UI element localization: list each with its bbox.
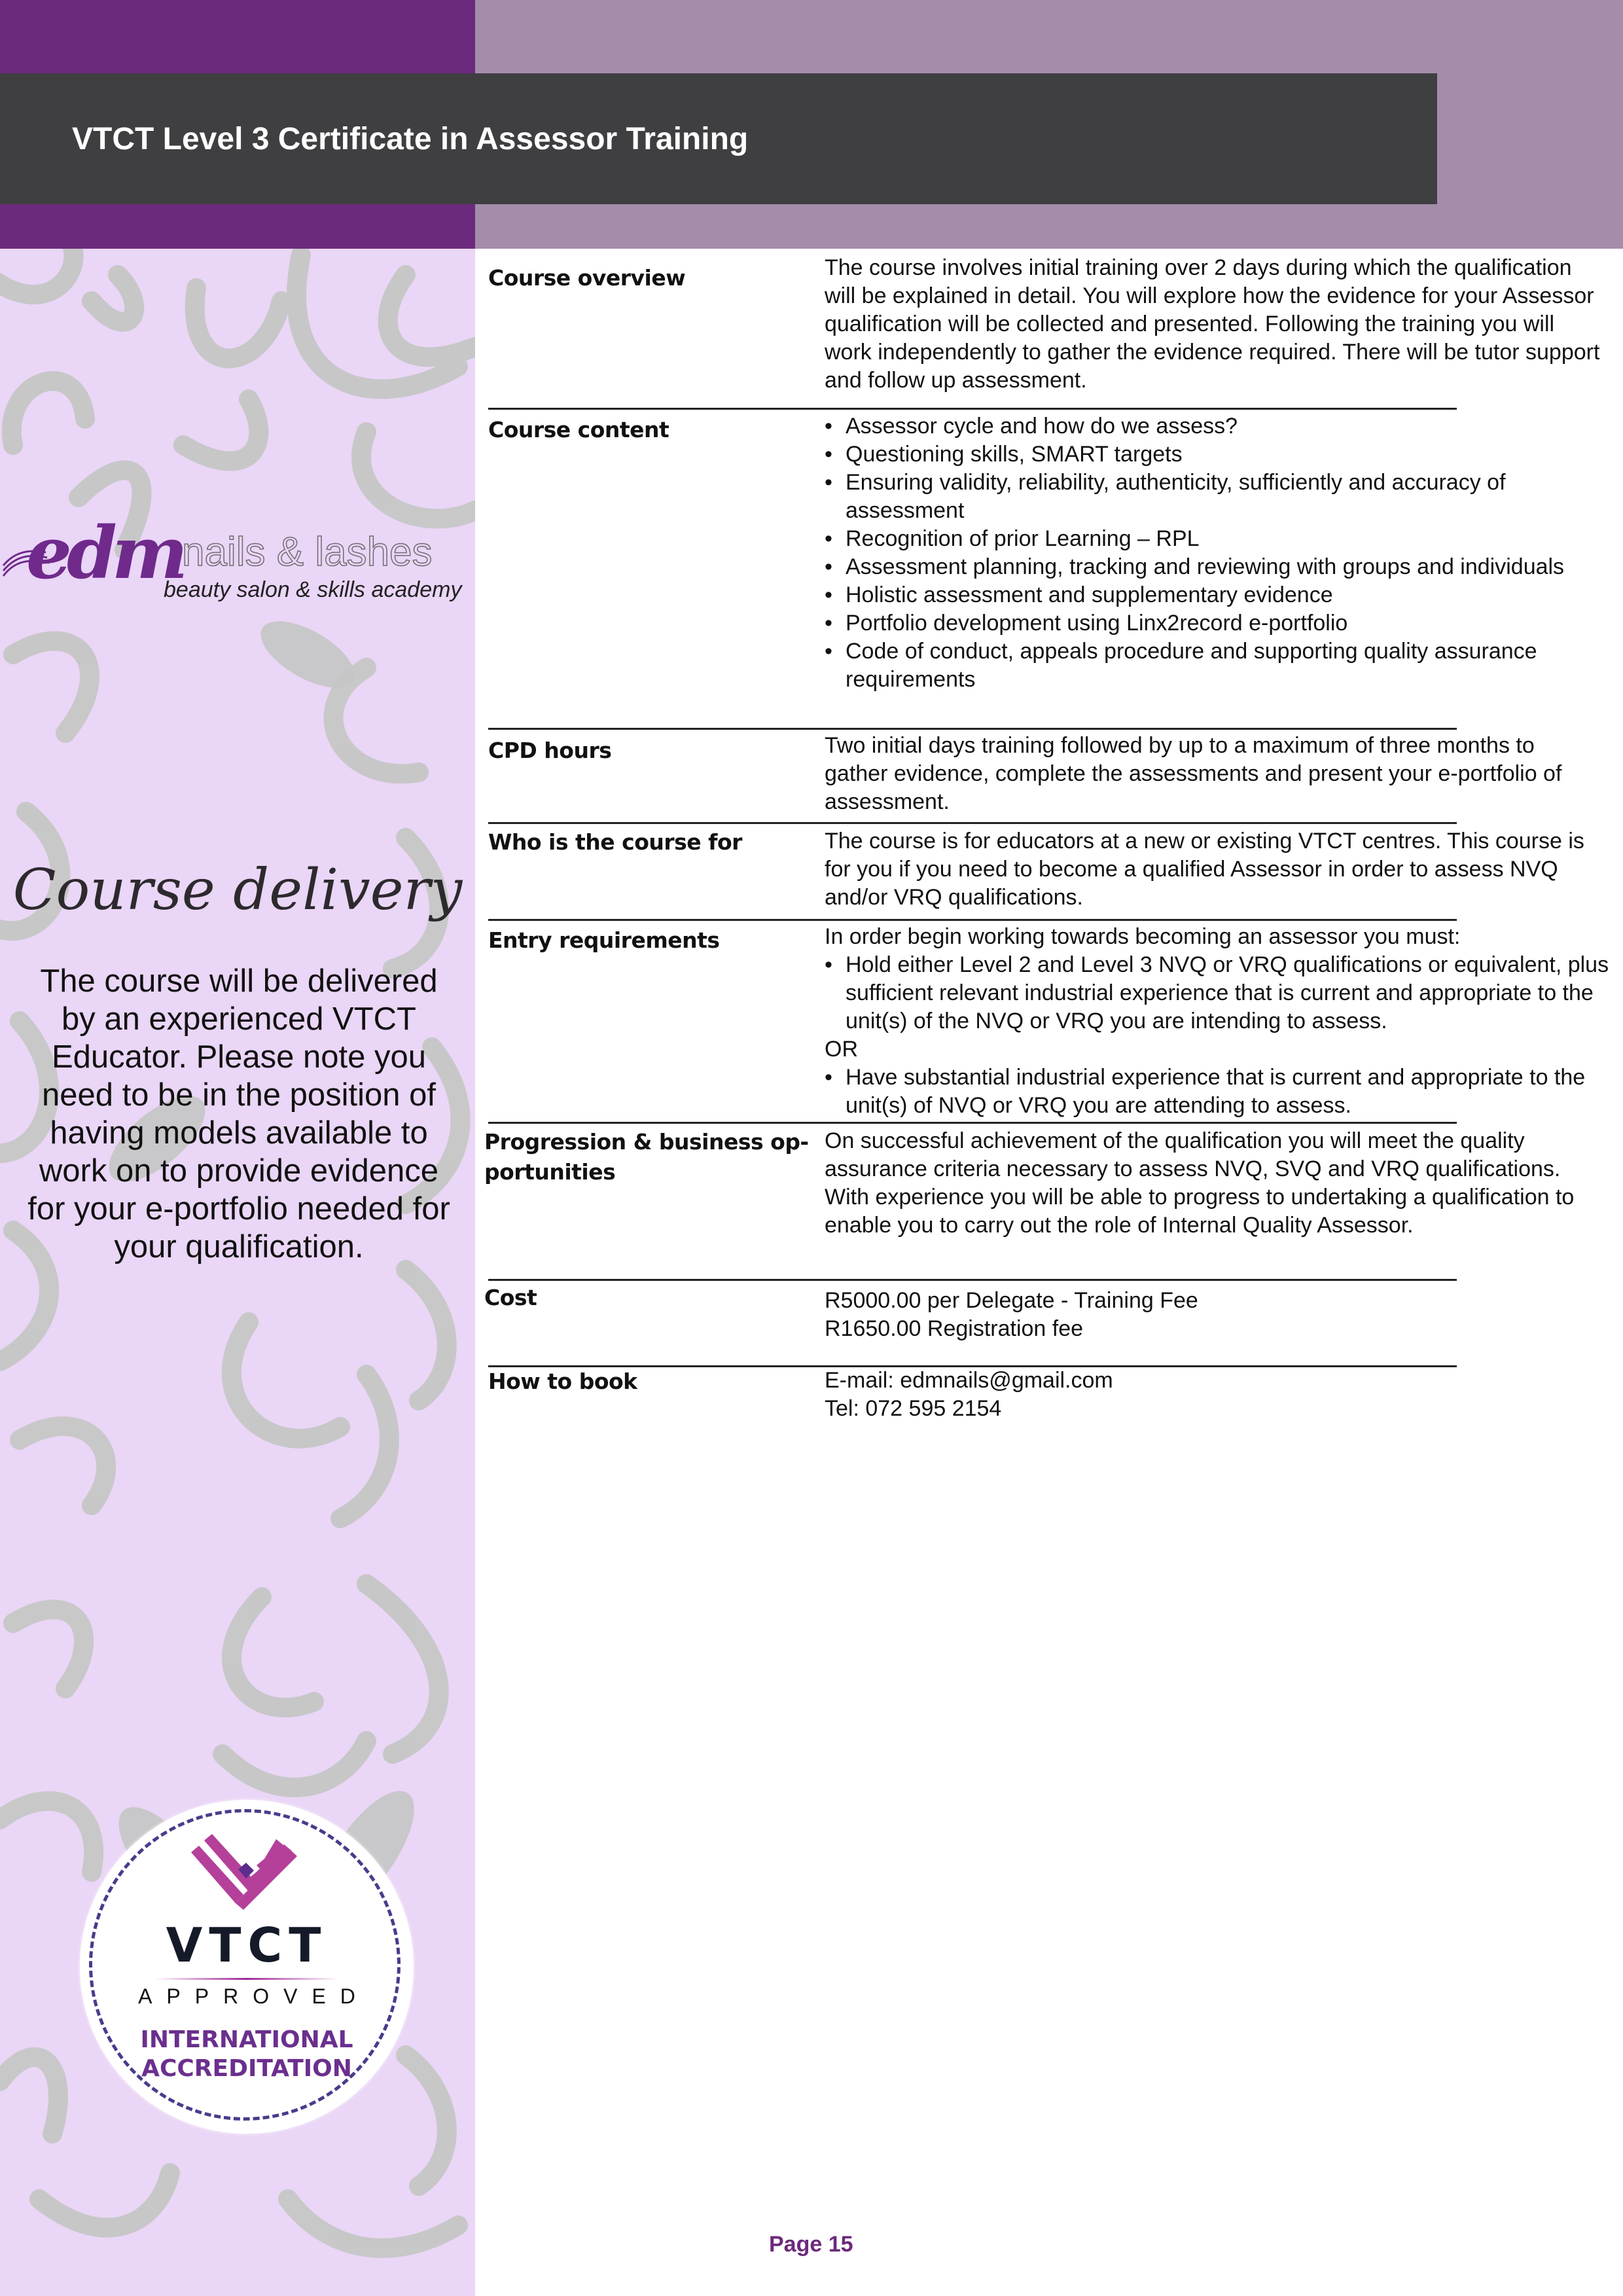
list-item: • Assessment planning, tracking and reviewing with groups and individuals xyxy=(825,553,1610,581)
company-logo xyxy=(0,511,475,602)
sidebar xyxy=(0,249,475,2296)
row-divider xyxy=(488,1122,1457,1124)
row-value xyxy=(825,1287,1603,1343)
row-value: On successful achievement of the qualification you will meet the quality assurance criteria necessary to assess NVQ, SVQ and VRQ qualifications. With experience you will be able to progress to undertaking a qualification to enable you to carry out the role of Internal Quality Assessor. xyxy=(825,1128,1575,1238)
delivery-heading: Course delivery xyxy=(12,857,463,923)
delivery-description: The course will be delivered by an experienced VTCT Educator. Please note you need to be in the position of having models available to work on to provide evidence for your e-portfolio needed for your qualification. xyxy=(27,963,450,1265)
row-value xyxy=(825,1367,1603,1423)
logo-name: nails & lashes xyxy=(182,529,433,575)
header-band-mauve-side xyxy=(1437,73,1623,204)
registration-fee: R1650.00 Registration fee xyxy=(825,1316,1084,1341)
page-title: VTCT Level 3 Certificate in Assessor Training xyxy=(72,121,749,156)
entry-list-1 xyxy=(825,951,1610,1035)
list-item: • Hold either Level 2 and Level 3 NVQ or VRQ qualifications or equivalent, plus sufficient relevant industrial experience that is current and appropriate to the unit(s) of the NVQ or VRQ you are intending to assess. xyxy=(825,951,1610,1035)
header-band-purple xyxy=(0,0,475,73)
logo-brand: edm xyxy=(26,511,183,595)
training-fee: R5000.00 per Delegate - Training Fee xyxy=(825,1288,1198,1313)
badge-brand: VTCT xyxy=(166,1918,328,1973)
list-item: • Portfolio development using Linx2record e-portfolio xyxy=(825,609,1610,637)
row-label: Cost xyxy=(484,1285,537,1310)
header-band-mauve xyxy=(475,0,1623,73)
row-value: The course involves initial training over 2 days during which the qualification will be explained in detail. You will explore how the evidence for your Assessor qualification will be collected and presented. Following the training you will work independently to gather the evidence required. There will be tutor support and follow up assessment. xyxy=(825,255,1600,393)
list-item: • Have substantial industrial experience that is current and appropriate to the unit(s) of NVQ or VRQ you are attending to assess. xyxy=(825,1064,1610,1120)
row-label: Progression & business op-portunities xyxy=(484,1129,809,1185)
entry-list-2 xyxy=(825,1064,1610,1120)
list-item: • Questioning skills, SMART targets xyxy=(825,440,1610,469)
badge-line-2: ACCREDITATION xyxy=(141,2055,352,2082)
row-divider xyxy=(488,728,1457,730)
row-label: Course overview xyxy=(488,265,686,291)
list-item: • Code of conduct, appeals procedure and supporting quality assurance requirements xyxy=(825,637,1610,694)
badge-divider xyxy=(155,1978,338,1980)
vtct-approved-badge xyxy=(80,1800,414,2134)
contact-email[interactable]: E-mail: edmnails@gmail.com xyxy=(825,1368,1113,1393)
row-label: Course content xyxy=(488,417,669,442)
badge-accreditation xyxy=(80,2026,414,2083)
badge-status: APPROVED xyxy=(138,1984,370,2008)
row-value: Two initial days training followed by up to a maximum of three months to gather evidence, complete the assessments and present your e-portfolio of assessment. xyxy=(825,733,1562,814)
list-item: • Holistic assessment and supplementary evidence xyxy=(825,581,1610,609)
header-band-mauve-lower xyxy=(475,204,1623,249)
row-value xyxy=(825,923,1610,1120)
row-label: CPD hours xyxy=(488,738,612,763)
title-bar xyxy=(0,73,1437,204)
header-band-purple-lower xyxy=(0,204,475,249)
row-value xyxy=(825,412,1610,694)
row-divider xyxy=(488,919,1457,921)
badge-line-1: INTERNATIONAL xyxy=(140,2026,353,2053)
row-divider xyxy=(488,822,1457,824)
entry-intro: In order begin working towards becoming an assessor you must: xyxy=(825,924,1461,949)
list-item: • Ensuring validity, reliability, authenticity, sufficiently and accuracy of assessment xyxy=(825,469,1610,525)
logo-tagline: beauty salon & skills academy xyxy=(164,577,462,602)
content-list xyxy=(825,412,1610,694)
row-divider xyxy=(488,408,1457,410)
vtct-chevron-logo-icon xyxy=(191,1833,302,1911)
row-label: How to book xyxy=(488,1369,637,1394)
list-item: • Recognition of prior Learning – RPL xyxy=(825,525,1610,553)
row-divider xyxy=(488,1279,1457,1281)
entry-or: OR xyxy=(825,1037,858,1062)
row-label: Entry requirements xyxy=(488,927,720,953)
contact-phone[interactable]: Tel: 072 595 2154 xyxy=(825,1396,1002,1421)
list-item: • Assessor cycle and how do we assess? xyxy=(825,412,1610,440)
page-number: Page 15 xyxy=(769,2232,853,2257)
row-label: Who is the course for xyxy=(488,829,742,855)
row-value: The course is for educators at a new or existing VTCT centres. This course is for you if you need to become a qualified Assessor in order to assess NVQ and/or VRQ qualifications. xyxy=(825,829,1584,910)
